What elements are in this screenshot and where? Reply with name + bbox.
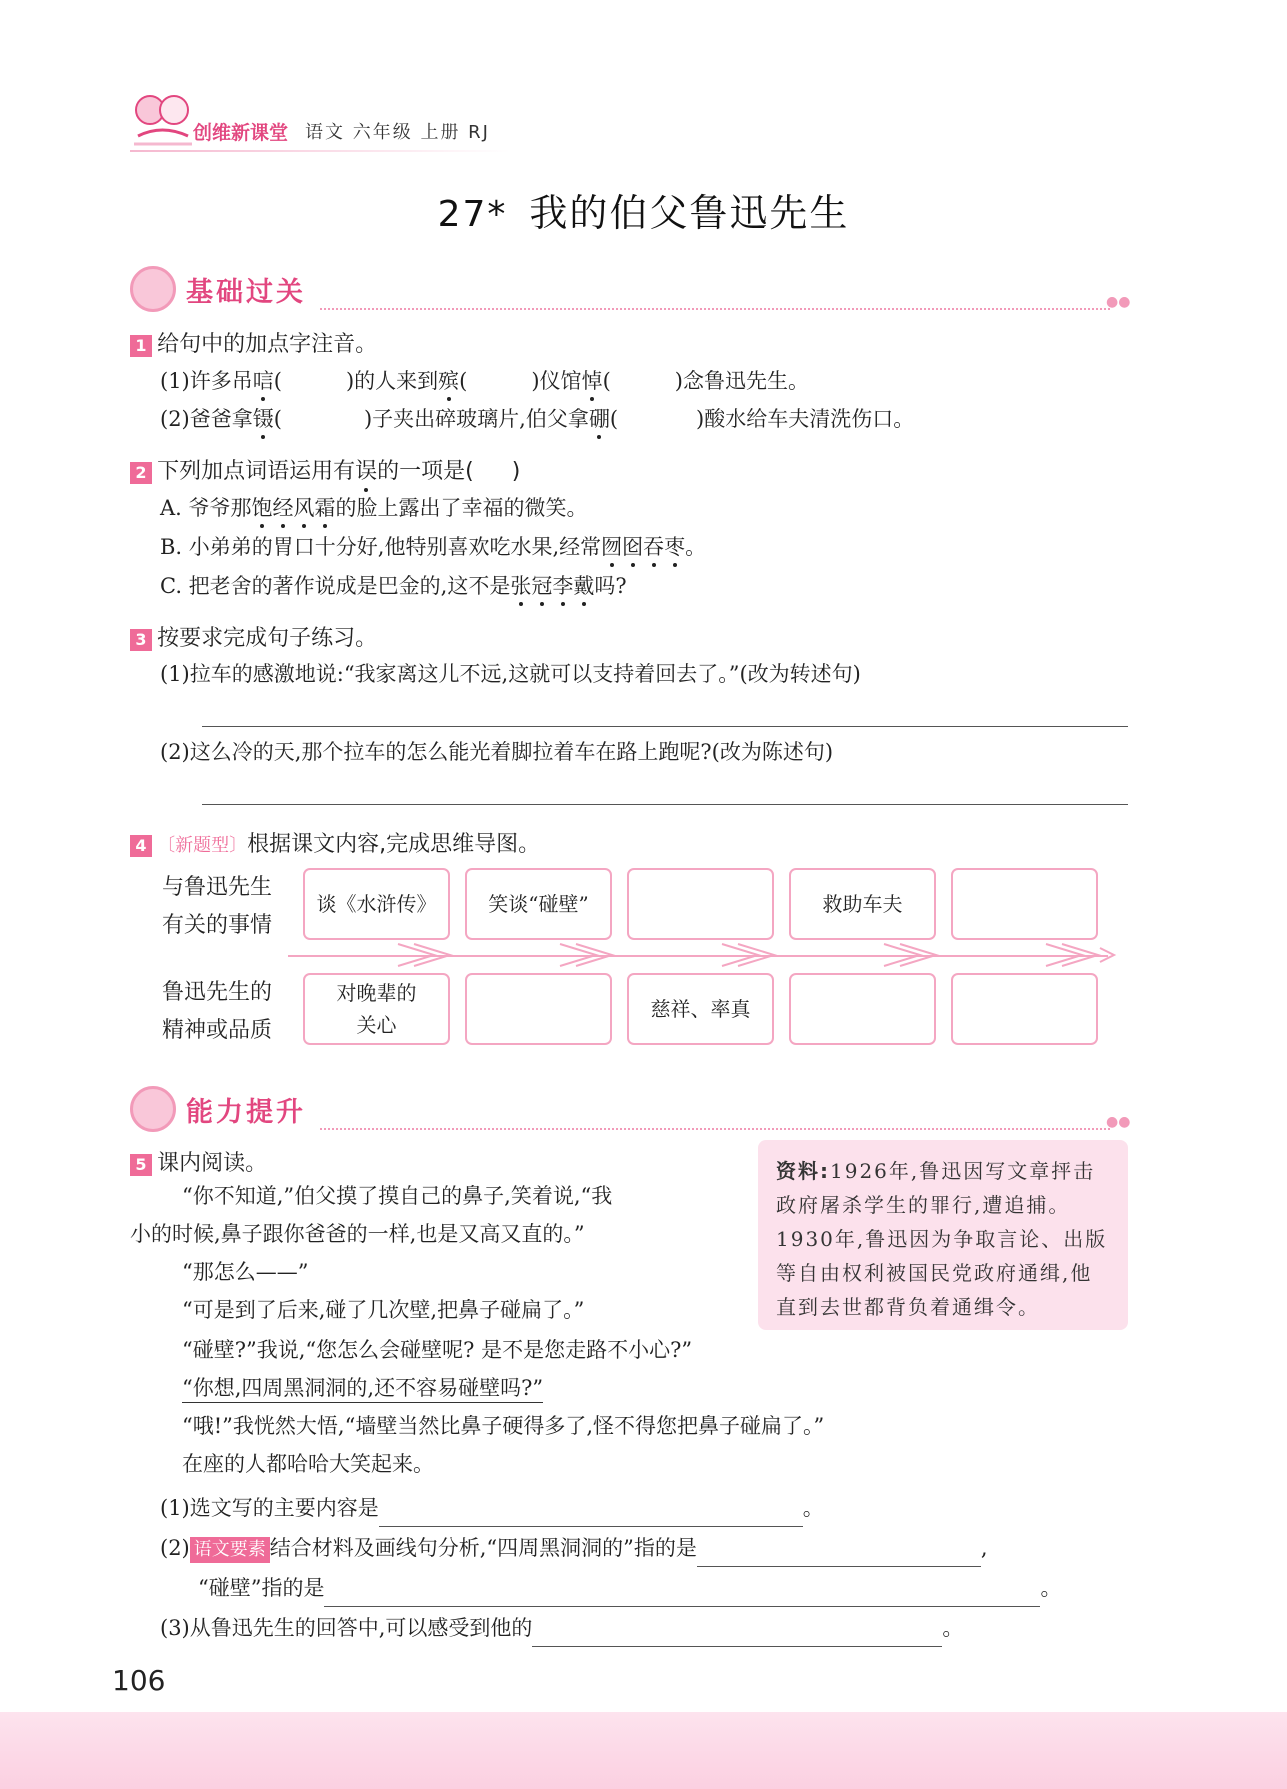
dotted-char: 经 (272, 496, 294, 520)
q3-header (130, 621, 377, 652)
q5-sub2: (2) 语文要素 结合材料及画线句分析,“四周黑洞洞的”指的是 , (160, 1529, 988, 1567)
q4-number: 4 (130, 835, 152, 857)
q2-option-a-word (252, 496, 336, 520)
q2-option-a: A. 爷爷那饱经风霜的脸上露出了幸福的微笑。 (160, 496, 588, 520)
passage-line-5: “碰壁?”我说,“您怎么会碰壁呢? 是不是您走路不小心?” (182, 1338, 693, 1362)
mindmap-chevrons-icon (288, 940, 1118, 970)
reference-material-box (758, 1140, 1128, 1330)
language-element-tag: 语文要素 (190, 1537, 270, 1563)
q4-new-type-tag: 〔新题型〕 (157, 835, 248, 856)
passage-line-3: “那怎么——” (182, 1260, 309, 1284)
q3-sentence-2: (2)这么冷的天,那个拉车的怎么能光着脚拉着车在路上跑呢?(改为陈述句) (160, 740, 834, 764)
q3-answer-line-2[interactable] (202, 804, 1128, 805)
page-number: 106 (112, 1664, 166, 1697)
q1-line1: (1)许多吊唁( )的人来到殡( )仪馆悼( )念鲁迅先生。 (160, 369, 809, 393)
q5-sub3-blank[interactable] (532, 1624, 942, 1647)
q3-answer-line-1[interactable] (202, 726, 1128, 727)
dotted-char: 冠 (531, 574, 553, 598)
q2-option-b-word (601, 535, 685, 559)
passage-line-4: “可是到了后来,碰了几次壁,把鼻子碰扁了。” (182, 1298, 585, 1322)
q3-title: 按要求完成句子练习。 (157, 626, 378, 651)
lesson-title (0, 182, 1287, 237)
dotted-char: 风 (293, 496, 315, 520)
dotted-char: 囵 (622, 535, 644, 559)
lesson-name: 我的伯父鲁迅先生 (529, 191, 850, 235)
book-meta: 语文 六年级 上册 RJ (305, 122, 490, 143)
section-ability-icon (130, 1086, 176, 1132)
q5-number: 5 (130, 1154, 152, 1176)
dotted-char: 饱 (251, 496, 273, 520)
q5-sub3: (3)从鲁迅先生的回答中,可以感受到他的 。 (160, 1609, 963, 1647)
q1-header (130, 327, 377, 358)
dotted-char: 囫 (601, 535, 623, 559)
brand-name: 创维新课堂 (193, 122, 289, 144)
q5-sub2-blank-1[interactable] (697, 1544, 981, 1567)
reference-text: 1926年,鲁迅因写文章抨击政府屠杀学生的罪行,遭追捕。1930年,鲁迅因为争取言论、出版等自由权利被国民党政府通缉,他直到去世都背负着通缉令。 (776, 1159, 1108, 1319)
mindmap-event-3-blank[interactable] (627, 868, 774, 940)
mindmap-event-2: 笑谈“碰壁” (465, 868, 612, 940)
mindmap-event-5-blank[interactable] (951, 868, 1098, 940)
dotted-char: 戴 (573, 574, 595, 598)
section-ability-divider (320, 1128, 1110, 1130)
mindmap-quality-2-blank[interactable] (465, 973, 612, 1045)
mindmap-quality-5-blank[interactable] (951, 973, 1098, 1045)
q2-option-b: B. 小弟弟的胃口十分好,他特别喜欢吃水果,经常囫囵吞枣。 (160, 535, 707, 559)
dotted-char: 李 (552, 574, 574, 598)
passage-line-1: “你不知道,”伯父摸了摸自己的鼻子,笑着说,“我 (182, 1184, 613, 1208)
q5-sub2-cont: “碰壁”指的是 。 (198, 1569, 1061, 1607)
mindmap-row1-label: 与鲁迅先生 有关的事情 (162, 875, 273, 938)
q2-option-c: C. 把老舍的著作说成是巴金的,这不是张冠李戴吗? (160, 574, 627, 598)
mindmap-event-4: 救助车夫 (789, 868, 936, 940)
section-basic-dots-icon: ●● (1106, 294, 1131, 310)
dotted-char: 霜 (314, 496, 336, 520)
q4-title: 根据课文内容,完成思维导图。 (247, 832, 541, 857)
mindmap-quality-4-blank[interactable] (789, 973, 936, 1045)
lesson-number: 27* (437, 194, 508, 235)
passage-line-2: 小的时候,鼻子跟你爸爸的一样,也是又高又直的。” (130, 1222, 585, 1246)
q5-sub1: (1)选文写的主要内容是 。 (160, 1489, 824, 1527)
q1-line2: (2)爸爸拿镊( )子夹出碎玻璃片,伯父拿硼( )酸水给车夫清洗伤口。 (160, 407, 915, 431)
mindmap-row2-label: 鲁迅先生的 精神或品质 (162, 980, 273, 1043)
header-divider (130, 150, 510, 152)
q3-number: 3 (130, 629, 152, 651)
section-basic-icon (130, 266, 176, 312)
q5-sub2-blank-2[interactable] (324, 1584, 1040, 1607)
q2-option-c-word (510, 574, 594, 598)
passage-line-8: 在座的人都哈哈大笑起来。 (182, 1452, 434, 1476)
mindmap-event-1: 谈《水浒传》 (303, 868, 450, 940)
q1-title: 给句中的加点字注音。 (157, 332, 378, 357)
q3-sentence-1: (1)拉车的感激地说:“我家离这儿不远,这就可以支持着回去了。”(改为转述句) (160, 662, 861, 686)
passage-line-6-underlined: “你想,四周黑洞洞的,还不容易碰壁吗?” (182, 1369, 543, 1407)
dotted-char: 张 (510, 574, 532, 598)
dotted-char: 枣 (664, 535, 686, 559)
q5-sub1-blank[interactable] (379, 1504, 803, 1527)
dotted-char: 吞 (643, 535, 665, 559)
q2-number: 2 (130, 462, 152, 484)
section-ability-dots-icon: ●● (1106, 1114, 1131, 1130)
section-ability-title: 能力提升 (186, 1097, 306, 1128)
brand-logo-icon (128, 88, 198, 150)
q1-number: 1 (130, 335, 152, 357)
q4-header (130, 827, 540, 858)
q2-header: 2 下列加点词语运用有误的一项是( ) (130, 454, 520, 485)
mindmap-quality-1: 对晚辈的 关心 (303, 973, 450, 1045)
passage-line-7: “哦!”我恍然大悟,“墙壁当然比鼻子硬得多了,怪不得您把鼻子碰扁了。” (182, 1414, 825, 1438)
q5-title: 课内阅读。 (157, 1151, 268, 1176)
q5-header (130, 1146, 267, 1177)
mindmap-quality-3: 慈祥、率真 (627, 973, 774, 1045)
section-basic-title: 基础过关 (186, 277, 306, 308)
footer-band (0, 1712, 1287, 1789)
section-basic-divider (320, 308, 1110, 310)
reference-label: 资料: (776, 1159, 830, 1183)
